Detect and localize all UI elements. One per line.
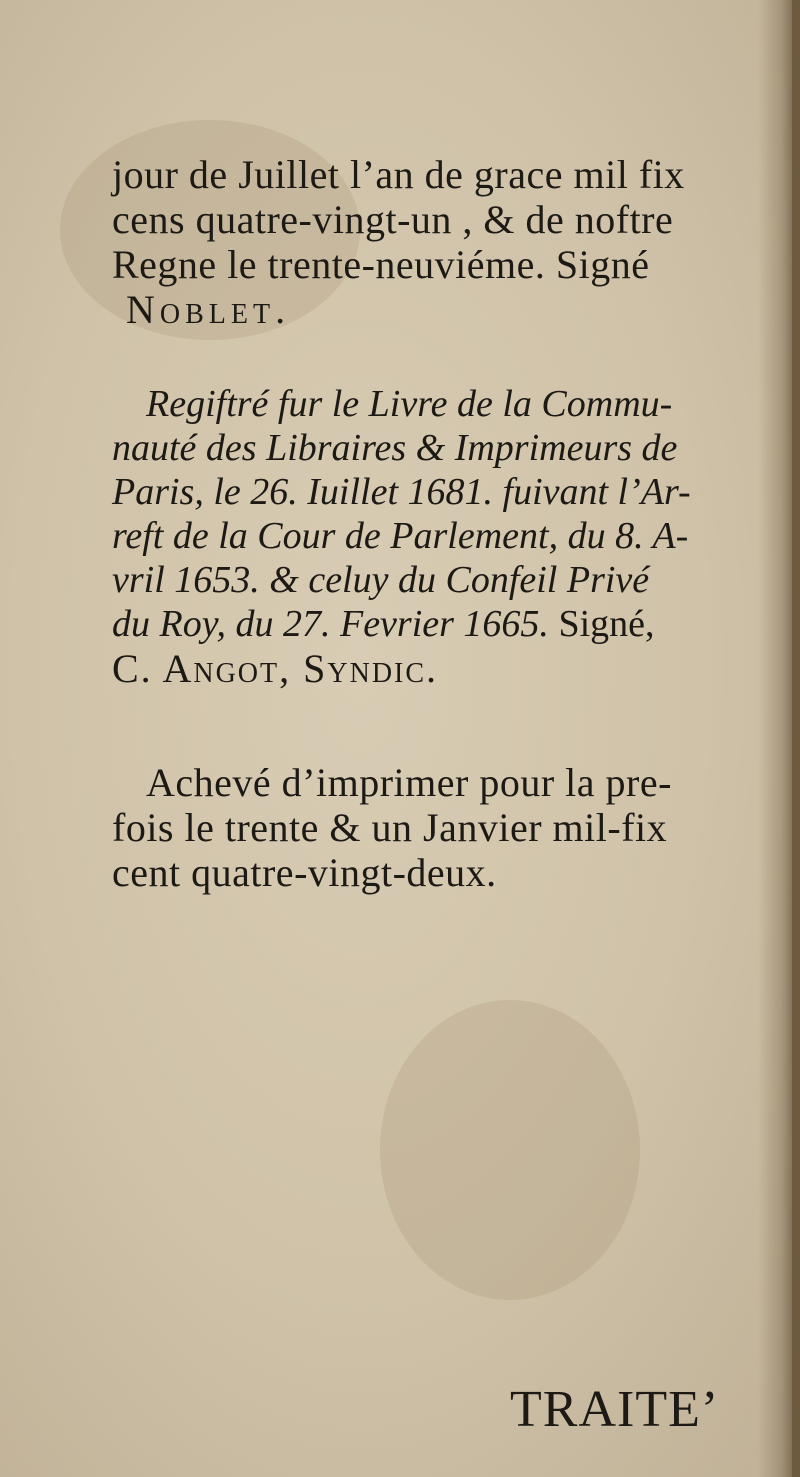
signatory-line: [112, 646, 767, 691]
text-line: du Roy, du 27. Fevrier 1665. Signé,: [112, 603, 655, 645]
paper-stain: [380, 1000, 640, 1300]
text-line: Regiftré fur le Livre de la Commu-: [146, 383, 673, 425]
text-line: reft de la Cour de Parlement, du 8. A-: [112, 515, 689, 557]
colophon: [112, 760, 767, 895]
text-line: Paris, le 26. Iuillet 1681. fuivant l’Ar-: [112, 471, 691, 513]
signatory: C. Angot, Syndic.: [112, 646, 439, 691]
text-line: cent quatre-vingt-deux.: [112, 850, 497, 895]
text-line: Achevé d’imprimer pour la pre-: [146, 760, 672, 805]
signature: Noblet.: [126, 287, 291, 332]
text-line: Regne le trente-neuviéme. Signé: [112, 242, 650, 287]
text-line: nauté des Libraires & Imprimeurs de: [112, 427, 678, 469]
text-line: vril 1653. & celuy du Confeil Privé: [112, 559, 650, 601]
signature-line: [112, 287, 767, 332]
privilege-tail: [112, 152, 767, 332]
page-edge: [792, 0, 800, 1477]
catchword: TRAITE’: [510, 1381, 720, 1438]
text-line: jour de Juillet l’an de grace mil fix: [112, 152, 685, 197]
text-line: cens quatre-vingt-un , & de noftre: [112, 197, 674, 242]
text-line: fois le trente & un Janvier mil-fix: [112, 805, 668, 850]
registration-paragraph: [112, 382, 767, 691]
